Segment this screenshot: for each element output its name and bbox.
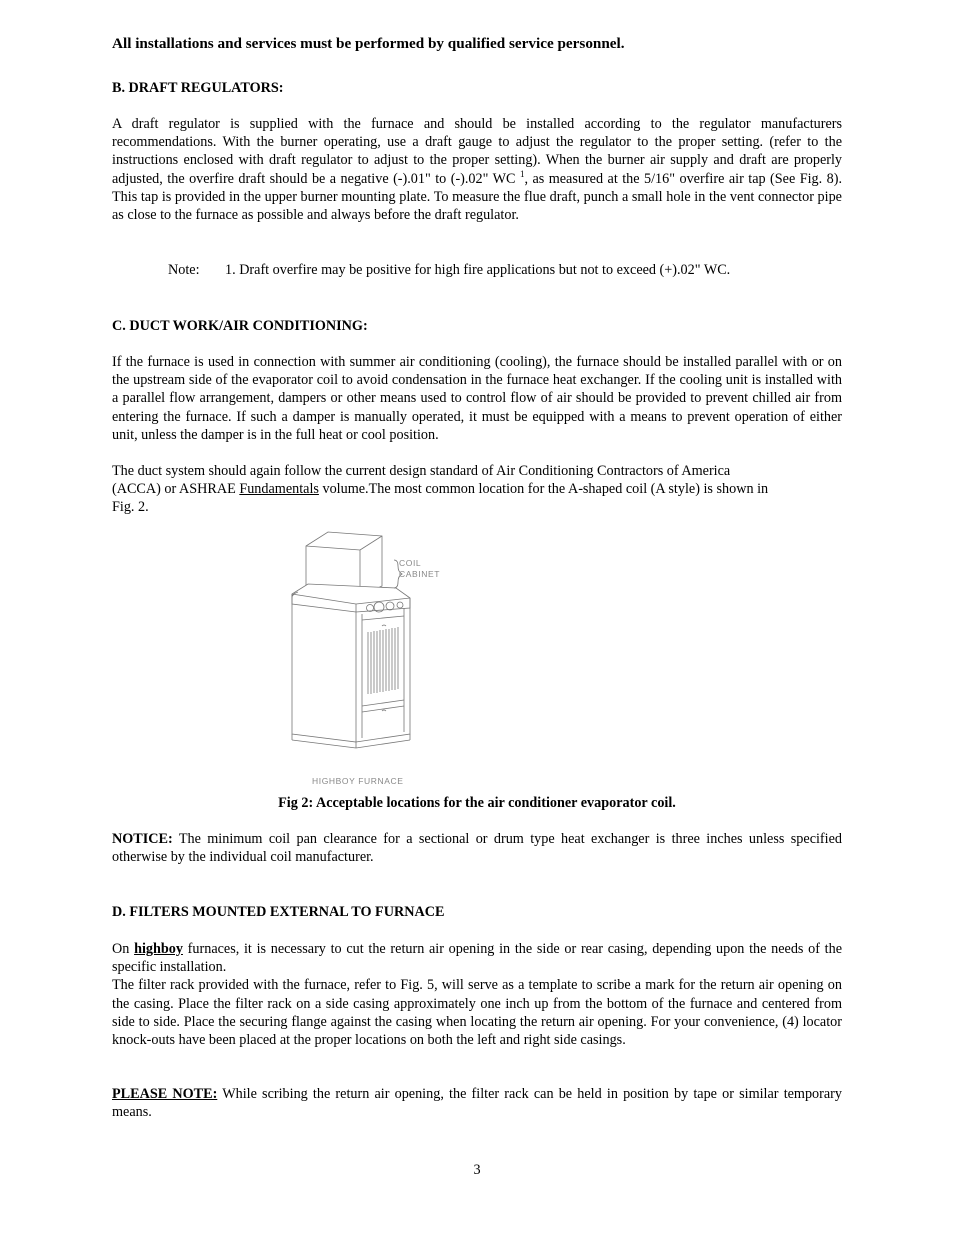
section-b-paragraph xyxy=(112,115,842,224)
section-c-paragraph-2 xyxy=(112,462,842,517)
section-c-title: C. DUCT WORK/AIR CONDITIONING: xyxy=(112,318,368,334)
cabinet-label: CABINET xyxy=(399,569,441,579)
section-c-p2-line1: The duct system should again follow the current design standard of Air Conditioning Contractors of America xyxy=(112,463,731,479)
highboy-furnace-label: HIGHBOY FURNACE xyxy=(312,776,404,786)
section-d-title: D. FILTERS MOUNTED EXTERNAL TO FURNACE xyxy=(112,904,445,920)
please-note-text: While scribing the return air opening, the filter rack can be held in position by tape or similar temporary means. xyxy=(112,1086,842,1121)
notice-paragraph xyxy=(112,830,842,866)
please-note-paragraph xyxy=(112,1085,842,1121)
section-b-title: B. DRAFT REGULATORS: xyxy=(112,80,284,96)
notice-label: NOTICE: xyxy=(112,831,173,847)
furnace-drawing xyxy=(286,528,446,790)
section-d-body xyxy=(112,940,842,1049)
footnote-marker: 1 xyxy=(519,168,525,179)
qualified-personnel-notice: All installations and services must be performed by qualified service personnel. xyxy=(112,35,625,52)
section-d-paragraph-1 xyxy=(112,940,842,976)
please-note-label: PLEASE NOTE: xyxy=(112,1086,218,1102)
note-text: 1. Draft overfire may be positive for high fire applications but not to exceed (+).02" WC. xyxy=(225,262,731,278)
notice-text: The minimum coil pan clearance for a sectional or drum type heat exchanger is three inches unless specified otherwise by the individual coil manufacturer. xyxy=(112,831,842,866)
fundamentals-reference: Fundamentals xyxy=(239,481,319,498)
section-b-text-part1: A draft regulator is supplied with the furnace and should be installed according to the regulator manufacturers recommendations. With the burner operating, use a draft gauge to adjust the regulator to the proper setting. (refer to the instructions enclosed with draft regulator to adjust to the proper setting). When the burner air supply and draft are properly adjusted, the overfire draft should be a negative (-).01" to (-).02" WC xyxy=(112,116,842,187)
figure-caption: Fig 2: Acceptable locations for the air conditioner evaporator coil. xyxy=(278,795,676,811)
section-d-paragraph-2: The filter rack provided with the furnace, refer to Fig. 5, will serve as a template to scribe a mark for the return air opening on the casing. Place the filter rack on a side casing approximately one inch up from the bottom of the furnace and centered from side to side. Place the securing flange against the casing when locating the return air opening. For your convenience, (4) locator knock-outs have been placed at the proper locations on both the left and right side casings. xyxy=(112,977,842,1049)
section-c-p2-line3: Fig. 2. xyxy=(112,499,149,516)
highboy-furnace-figure xyxy=(286,528,446,790)
section-c-paragraph-1: If the furnace is used in connection with summer air conditioning (cooling), the furnace should be installed parallel with or on the upstream side of the evaporator coil to avoid condensation in the furnace heat exchanger. If the cooling unit is installed with a parallel flow arrangement, dampers or other means used to control flow of air should be provided to prevent chilled air from entering the furnace. If such a damper is manually operated, it must be equipped with a means to prevent operation of either unit, unless the damper is in the full heat or cool position. xyxy=(112,354,842,443)
section-c-p2-pre: (ACCA) or ASHRAE xyxy=(112,481,240,498)
section-b-text-part2: , as measured at the 5/16" overfire air tap (See Fig. 8). This tap is provided in the upper burner mounting plate. To measure the flue draft, punch a small hole in the vent connector pipe as close to the furnace as possible and always before the draft regulator. xyxy=(112,170,843,224)
page-number: 3 xyxy=(473,1162,481,1178)
note-label: Note: xyxy=(168,262,200,278)
section-d-p1-post: furnaces, it is necessary to cut the return air opening in the side or rear casing, depending upon the needs of the specific installation. xyxy=(112,941,843,976)
coil-label: COIL xyxy=(399,558,422,568)
highboy-term: highboy xyxy=(134,941,183,957)
section-c-p2-line2 xyxy=(112,480,842,498)
section-d-p1-pre: On xyxy=(112,941,135,957)
section-c-p2-post: volume.The most common location for the A-shaped coil (A style) is shown in xyxy=(318,481,769,498)
